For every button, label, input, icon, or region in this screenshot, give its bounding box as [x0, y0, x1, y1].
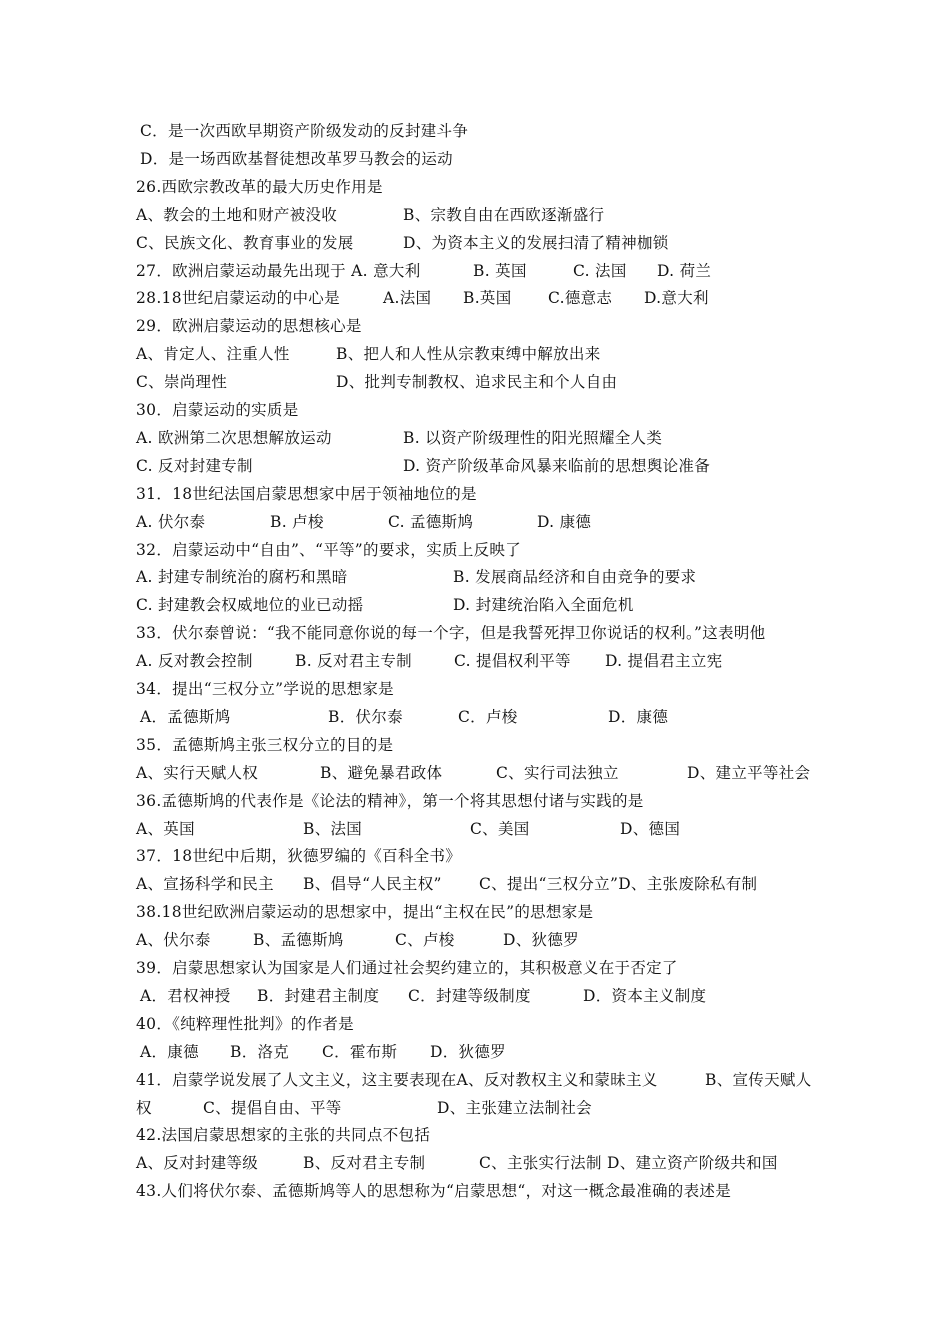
- text-segment: D、建立平等社会: [687, 763, 811, 782]
- text-segment: C．是一次西欧早期资产阶级发动的反封建斗争: [140, 122, 469, 140]
- text-segment: B、法国: [303, 819, 363, 838]
- text-segment: B. 反对君主专制: [295, 652, 412, 671]
- text-segment: B、倡导“人民主权”: [303, 875, 442, 894]
- text-segment: D、狄德罗: [503, 931, 579, 950]
- text-segment: B. 以资产阶级理性的阳光照耀全人类: [403, 428, 663, 447]
- text-segment: A、实行天赋人权: [136, 763, 259, 782]
- text-segment: C、提倡自由、平等: [203, 1098, 342, 1117]
- text-segment: B、孟德斯鸠: [253, 931, 344, 950]
- text-segment: C、美国: [470, 819, 530, 838]
- text-segment: C、卢梭: [395, 931, 455, 950]
- text-segment: C. 反对封建专制: [136, 456, 253, 475]
- text-segment: B. 发展商品经济和自由竞争的要求: [453, 568, 697, 587]
- text-segment: 30．启蒙运动的实质是: [136, 401, 299, 419]
- text-segment: A、伏尔泰: [136, 931, 211, 950]
- text-segment: 43.人们将伏尔泰、孟德斯鸠等人的思想称为“启蒙思想“，对这一概念最准确的表述是: [136, 1182, 732, 1201]
- text-segment: C、提出“三权分立”D、主张废除私有制: [479, 875, 758, 894]
- text-segment: 权: [136, 1098, 152, 1117]
- text-segment: 39．启蒙思想家认为国家是人们通过社会契约建立的，其积极意义在于否定了: [136, 959, 678, 977]
- text-segment: B、把人和人性从宗教束缚中解放出来: [336, 345, 601, 364]
- text-segment: B．封建君主制度: [257, 986, 380, 1005]
- text-segment: D. 提倡君主立宪: [605, 652, 723, 671]
- text-segment: 33．伏尔泰曾说：“我不能同意你说的每一个字，但是我誓死捍卫你说话的权利。”这表明他: [136, 624, 766, 643]
- text-segment: 29．欧洲启蒙运动的思想核心是: [136, 317, 362, 336]
- text-segment: A．孟德斯鸠: [140, 707, 231, 726]
- text-segment: C．霍布斯: [322, 1042, 398, 1061]
- text-segment: B. 英国: [473, 261, 527, 280]
- text-segment: A. 封建专制统治的腐朽和黑暗: [136, 568, 348, 587]
- text-segment: D. 康德: [537, 512, 592, 531]
- text-segment: 35．孟德斯鸠主张三权分立的目的是: [136, 735, 394, 754]
- text-segment: B、宗教自由在西欧逐渐盛行: [403, 205, 605, 224]
- text-segment: A. 伏尔泰: [136, 512, 206, 531]
- text-segment: A、肯定人、注重人性: [136, 345, 290, 364]
- text-segment: B、宣传天赋人: [705, 1070, 812, 1089]
- text-segment: D. 荷兰: [657, 261, 712, 280]
- text-segment: B.英国: [463, 289, 512, 308]
- text-segment: A、英国: [136, 819, 195, 838]
- text-segment: C. 孟德斯鸠: [388, 512, 474, 531]
- text-segment: A、教会的土地和财产被没收: [136, 205, 338, 224]
- text-segment: 36.孟德斯鸠的代表作是《论法的精神》，第一个将其思想付诸与实践的是: [136, 791, 644, 810]
- text-segment: A．康德: [140, 1042, 199, 1061]
- text-segment: C、民族文化、教育事业的发展: [136, 233, 354, 252]
- text-segment: 34．提出“三权分立”学说的思想家是: [136, 680, 394, 698]
- text-segment: C. 封建教会权威地位的业已动摇: [136, 596, 364, 615]
- text-segment: 27．欧洲启蒙运动最先出现于 A. 意大利: [136, 261, 421, 280]
- text-segment: C. 提倡权利平等: [454, 652, 571, 671]
- text-segment: A、宣扬科学和民主: [136, 875, 274, 894]
- text-segment: A.法国: [383, 289, 432, 308]
- text-segment: C．卢梭: [458, 707, 518, 726]
- text-segment: 37．18世纪中后期，狄德罗编的《百科全书》: [136, 847, 462, 866]
- text-segment: D、主张建立法制社会: [437, 1098, 592, 1117]
- text-segment: 26.西欧宗教改革的最大历史作用是: [136, 177, 383, 196]
- text-segment: 42.法国启蒙思想家的主张的共同点不包括: [136, 1126, 431, 1145]
- text-segment: D、批判专制教权、追求民主和个人自由: [336, 373, 618, 392]
- text-segment: D．康德: [608, 707, 669, 726]
- text-segment: D、德国: [620, 819, 681, 838]
- text-segment: 32．启蒙运动中“自由”、“平等”的要求，实质上反映了: [136, 540, 522, 559]
- text-segment: A、反对封建等级: [136, 1154, 259, 1173]
- text-segment: 31．18世纪法国启蒙思想家中居于领袖地位的是: [136, 484, 477, 503]
- text-segment: C、崇尚理性: [136, 373, 228, 392]
- text-segment: 38.18世纪欧洲启蒙运动的思想家中，提出“主权在民”的思想家是: [136, 903, 594, 922]
- text-segment: 41．启蒙学说发展了人文主义，这主要表现在A、反对教权主义和蒙昧主义: [136, 1070, 658, 1089]
- text-segment: D. 封建统治陷入全面危机: [453, 596, 634, 615]
- text-segment: D．是一场西欧基督徒想改革罗马教会的运动: [140, 149, 453, 168]
- text-segment: C. 法国: [573, 261, 627, 280]
- text-segment: B．伏尔泰: [328, 707, 403, 726]
- text-segment: D、为资本主义的发展扫清了精神枷锁: [403, 233, 669, 252]
- text-segment: B、反对君主专制: [303, 1154, 426, 1173]
- text-segment: D. 资产阶级革命风暴来临前的思想舆论准备: [403, 456, 711, 475]
- text-segment: A. 欧洲第二次思想解放运动: [136, 428, 332, 447]
- text-segment: 40．《纯粹理性批判》的作者是: [136, 1014, 354, 1033]
- text-segment: B、避免暴君政体: [320, 763, 443, 782]
- text-segment: B. 卢梭: [270, 512, 324, 531]
- text-segment: D．狄德罗: [430, 1042, 506, 1061]
- text-segment: D．资本主义制度: [583, 986, 707, 1005]
- text-segment: 28.18世纪启蒙运动的中心是: [136, 289, 340, 308]
- text-segment: C、主张实行法制 D、建立资产阶级共和国: [479, 1154, 778, 1173]
- text-segment: A．君权神授: [140, 986, 231, 1005]
- text-segment: C.德意志: [548, 289, 613, 308]
- text-segment: A. 反对教会控制: [136, 652, 253, 671]
- text-segment: D.意大利: [644, 289, 709, 308]
- text-segment: C．封建等级制度: [408, 986, 531, 1005]
- text-segment: C、实行司法独立: [496, 763, 619, 782]
- text-segment: B．洛克: [230, 1042, 290, 1061]
